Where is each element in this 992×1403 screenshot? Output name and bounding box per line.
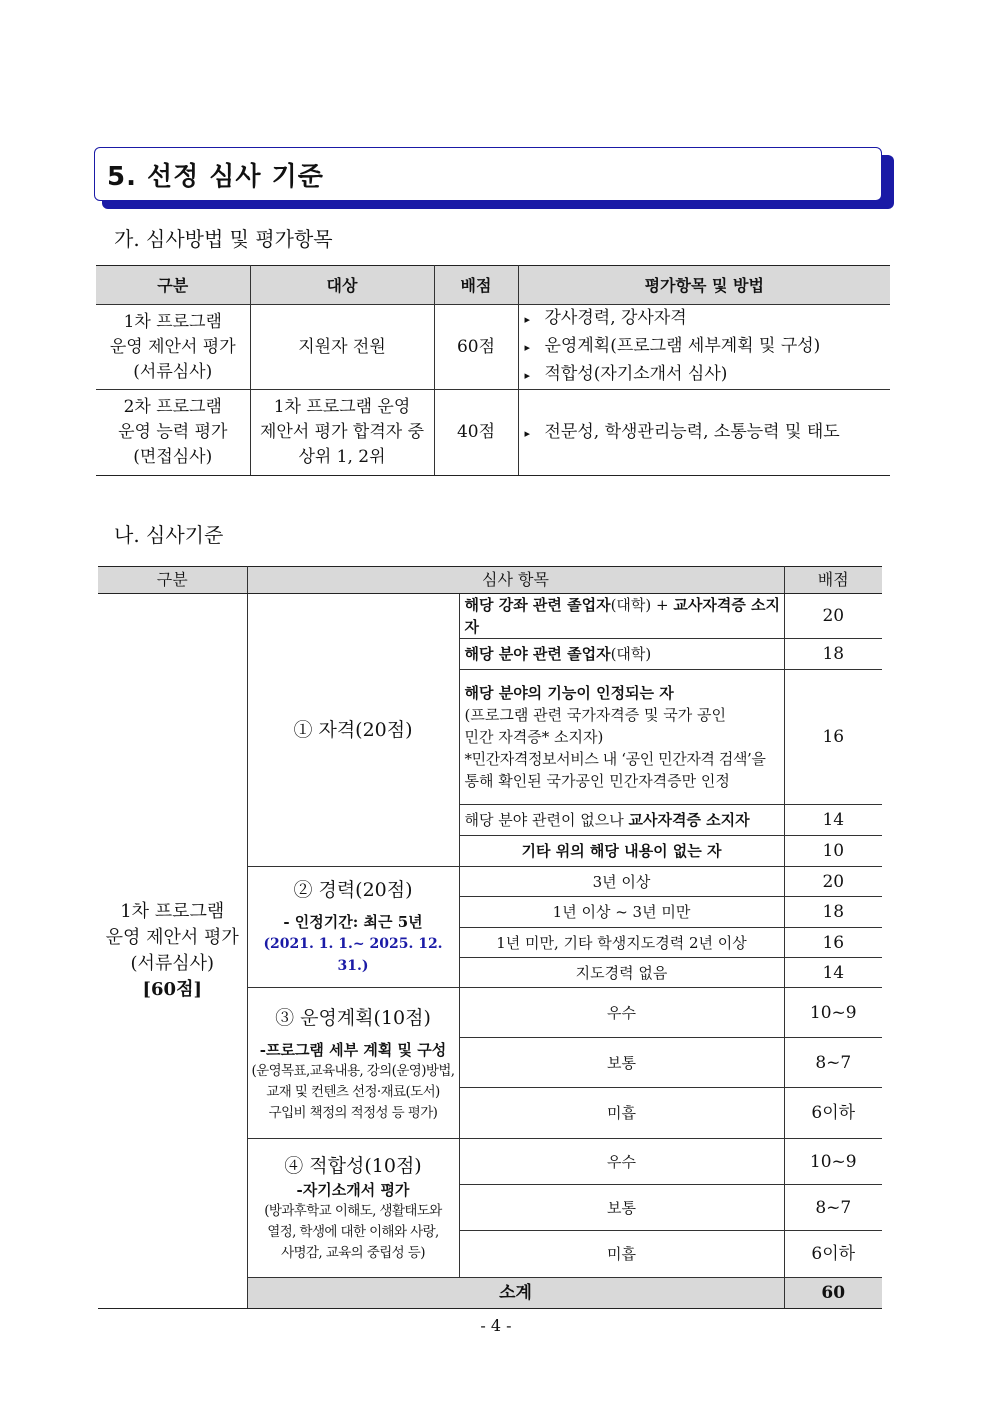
career-row-4: 지도경력 없음: [459, 958, 784, 988]
section-header: [94, 147, 894, 209]
plan-row-1: 우수: [459, 988, 784, 1038]
qual-score-3: 16: [784, 670, 882, 805]
qual-row-3: 해당 분야의 기능이 인정되는 자 (프로그램 관련 국가자격증 및 국가 공인 민간 자격증* 소지자) *민간자격정보서비스 내 ‘공인 민간자격 검색’을 통해 확인된 국가공인 민간자격증만 인정: [459, 670, 784, 805]
qual-score-4: 14: [784, 805, 882, 836]
qual-row-5: 기타 위의 해당 내용이 없는 자: [459, 836, 784, 867]
header-items: 심사 항목: [247, 567, 784, 594]
subtotal-label: 소계: [247, 1278, 784, 1309]
row1-category: 1차 프로그램 운영 제안서 평가 (서류심사): [96, 305, 250, 390]
bullet-icon: ▸: [524, 369, 531, 382]
qual-row-4: 해당 분야 관련이 없으나 교사자격증 소지자: [459, 805, 784, 836]
qual-score-1: 20: [784, 594, 882, 639]
career-score-1: 20: [784, 867, 882, 897]
career-row-1: 3년 이상: [459, 867, 784, 897]
qual-score-2: 18: [784, 639, 882, 670]
career-score-4: 14: [784, 958, 882, 988]
header-category: 구분: [96, 266, 250, 305]
bullet-icon: ▸: [524, 313, 531, 326]
fit-row-2: 보통: [459, 1185, 784, 1231]
table-row: [96, 390, 890, 476]
qual-row-2: 해당 분야 관련 졸업자(대학): [459, 639, 784, 670]
row2-target: 1차 프로그램 운영 제안서 평가 합격자 중 상위 1, 2위: [250, 390, 434, 476]
qual-row-1: 해당 강좌 관련 졸업자(대학) + 교사자격증 소지자: [459, 594, 784, 639]
plan-score-3: 6이하: [784, 1088, 882, 1139]
fit-cell: ④ 적합성(10점) -자기소개서 평가 (방과후학교 이해도, 생활태도와 열정, 학생에 대한 이해와 사랑, 사명감, 교육의 중립성 등): [247, 1139, 459, 1278]
qualification-cell: ① 자격(20점): [247, 594, 459, 867]
plan-score-2: 8~7: [784, 1038, 882, 1088]
qual-score-5: 10: [784, 836, 882, 867]
header-target: 대상: [250, 266, 434, 305]
fit-score-3: 6이하: [784, 1231, 882, 1278]
career-row-2: 1년 이상 ~ 3년 미만: [459, 897, 784, 928]
category-cell: 1차 프로그램 운영 제안서 평가 (서류심사) [60점]: [98, 594, 247, 1309]
plan-cell: ③ 운영계획(10점) -프로그램 세부 계획 및 구성 (운영목표,교육내용, 강의(운영)방법, 교재 및 컨텐츠 선정·재료(도서) 구입비 책정의 적정성 등 평가): [247, 988, 459, 1139]
table-row: [96, 305, 890, 390]
evaluation-method-table: [96, 265, 890, 476]
fit-score-1: 10~9: [784, 1139, 882, 1185]
row2-items: ▸ 전문성, 학생관리능력, 소통능력 및 태도: [518, 390, 890, 476]
page-number: - 4 -: [480, 1316, 512, 1335]
header-items: 평가항목 및 방법: [518, 266, 890, 305]
table-row: [98, 594, 882, 639]
row1-score: 60점: [434, 305, 518, 390]
header-category: 구분: [98, 567, 247, 594]
fit-row-3: 미흡: [459, 1231, 784, 1278]
row2-score: 40점: [434, 390, 518, 476]
career-score-3: 16: [784, 928, 882, 958]
plan-score-1: 10~9: [784, 988, 882, 1038]
header-score: 배점: [434, 266, 518, 305]
table-header-row: [98, 567, 882, 594]
career-score-2: 18: [784, 897, 882, 928]
evaluation-criteria-table: [98, 566, 882, 1309]
plan-row-2: 보통: [459, 1038, 784, 1088]
fit-row-1: 우수: [459, 1139, 784, 1185]
plan-row-3: 미흡: [459, 1088, 784, 1139]
career-cell: ② 경력(20점) - 인정기간: 최근 5년 (2021. 1. 1.~ 2025. 12. 31.): [247, 867, 459, 988]
subheading-b: 나. 심사기준: [114, 523, 224, 547]
section-title: 5. 선정 심사 기준: [94, 147, 882, 201]
bullet-icon: ▸: [524, 341, 531, 354]
row2-category: 2차 프로그램 운영 능력 평가 (면접심사): [96, 390, 250, 476]
subtotal-score: 60: [784, 1278, 882, 1309]
career-row-3: 1년 미만, 기타 학생지도경력 2년 이상: [459, 928, 784, 958]
subheading-a: 가. 심사방법 및 평가항목: [114, 227, 333, 251]
bullet-icon: ▸: [524, 426, 531, 440]
table-header-row: [96, 266, 890, 305]
header-score: 배점: [784, 567, 882, 594]
row1-items: ▸ 강사경력, 강사자격 ▸ 운영계획(프로그램 세부계획 및 구성) ▸ 적합성(자기소개서 심사): [518, 305, 890, 390]
row1-target: 지원자 전원: [250, 305, 434, 390]
fit-score-2: 8~7: [784, 1185, 882, 1231]
